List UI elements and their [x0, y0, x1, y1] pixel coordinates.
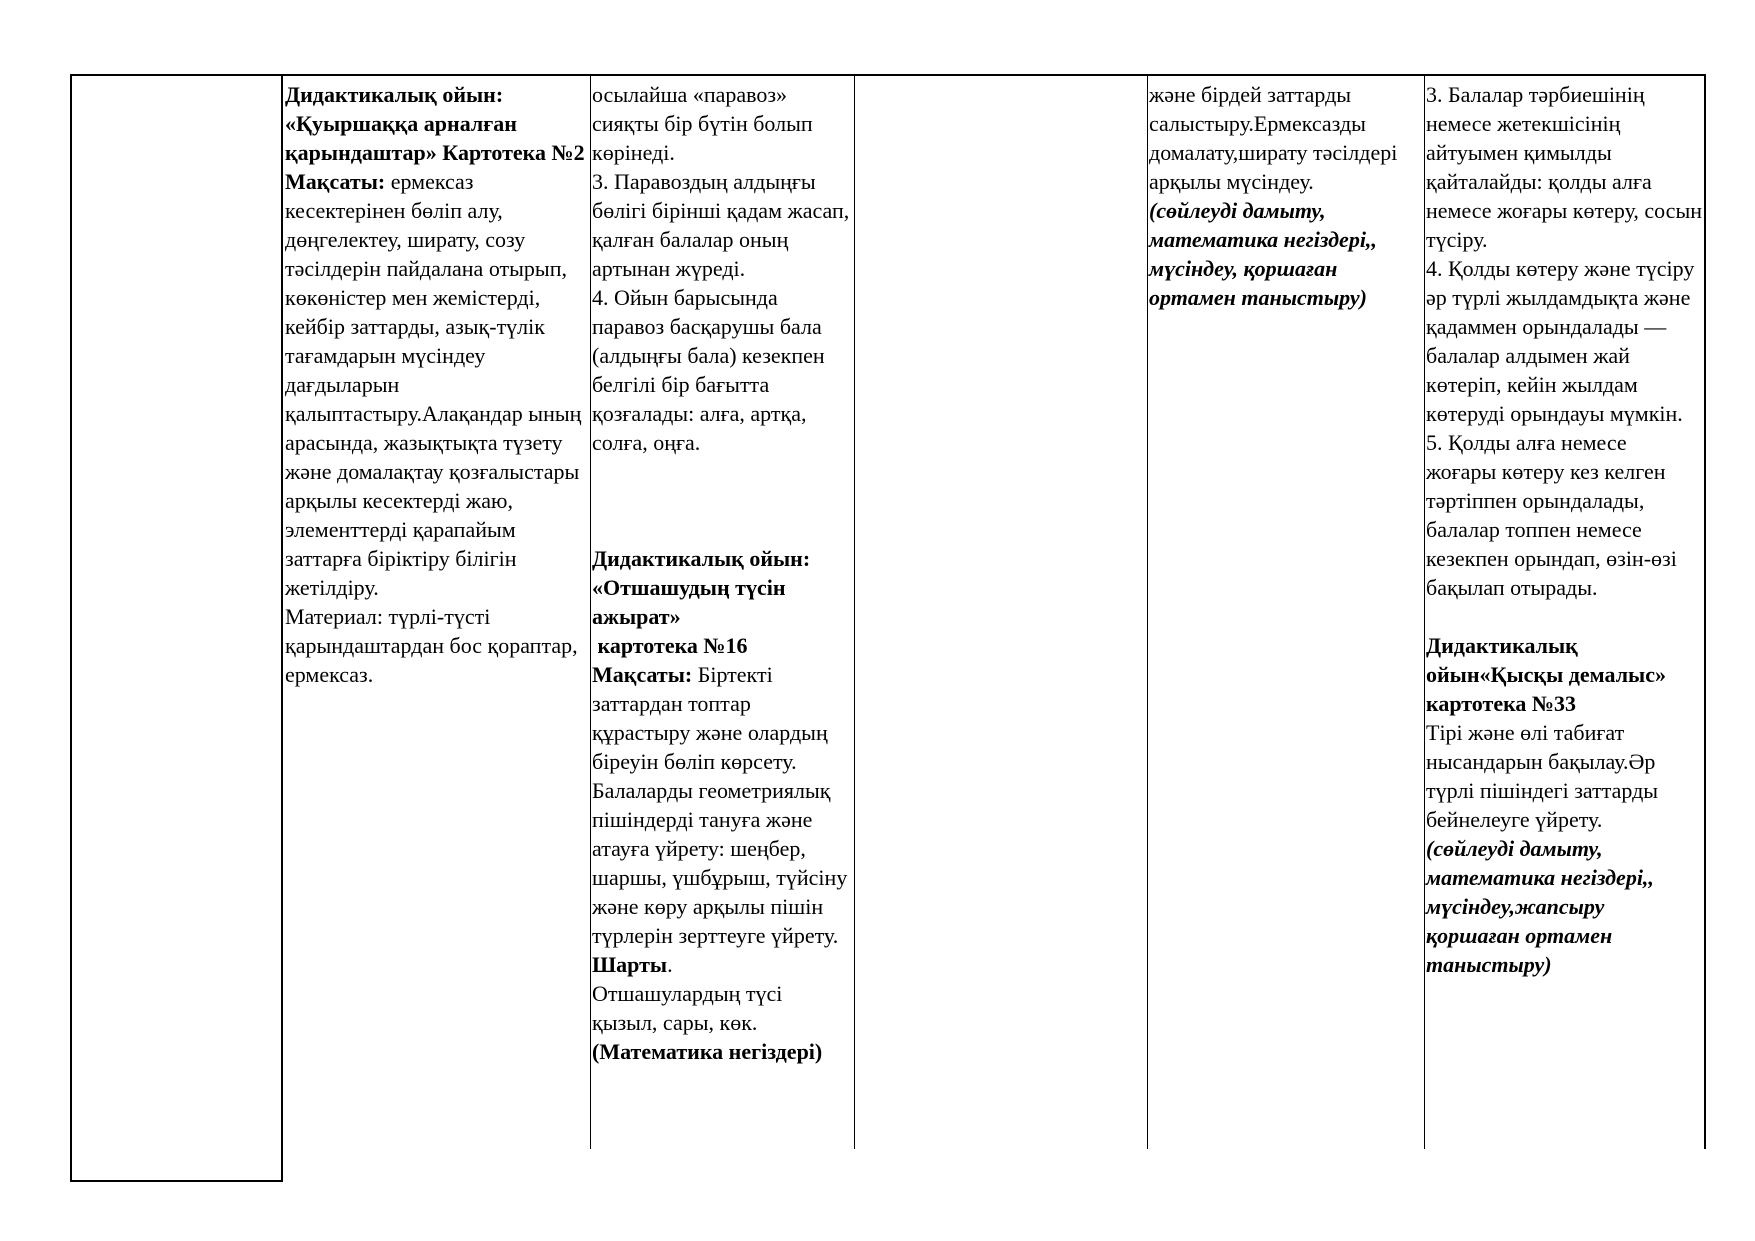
- col1-right-border: [281, 74, 283, 1182]
- subjects-text: (Математика негіздері): [592, 1039, 823, 1064]
- paragraph-5: 5. Қолды алға немесе жоғары көтеру кез келген тәртіппен орындалады, балалар топпен немесе кезекпен орындап, өзін-өзі бақылап отырады.: [1426, 430, 1677, 600]
- body-text: Тірі және өлі табиғат нысандарын бақылау.Әр түрлі пішіндегі заттарды бейнелеуге үйрету.: [1426, 720, 1659, 832]
- card-number: картотека №16: [592, 633, 748, 658]
- goal-label: Мақсаты:: [592, 662, 693, 687]
- body-text: және бірдей заттарды салыстыру.Ермексазды домалату,ширату тәсілдері арқылы мүсіндеу.: [1149, 82, 1398, 194]
- rules-dot: .: [667, 952, 673, 977]
- table-cell-col6: [1426, 80, 1702, 979]
- col5-right-border: [1424, 74, 1425, 1149]
- subjects-text: (сөйлеуді дамыту, математика негіздері,, мүсіндеу,жапсыру қоршаған ортамен таныстыру): [1426, 836, 1654, 977]
- subjects-text: (сөйлеуді дамыту, математика негіздері,, мүсіндеу, қоршаған ортамен таныстыру): [1149, 198, 1377, 310]
- table-right-border: [1704, 74, 1706, 1149]
- col4-right-border: [1147, 74, 1148, 1149]
- table-bottom-border-col1: [70, 1180, 283, 1182]
- table-left-border: [70, 74, 72, 1182]
- spacer: [592, 486, 852, 515]
- spacer: [592, 457, 852, 486]
- goal-text: ермексаз кесектерінен бөліп алу, дөңгелектеу, ширату, созу тәсілдерін пайдалана отырып, көкөністер мен жемістерді, кейбір заттарды, азық-түлік тағамдарын мүсіндеу дағдыларын қалыптастыру.Алақандар ының арасында, жазықтықта түзету және домалақтау қозғалыстары арқылы кесектерді жаю, элементтерді қарапайым заттарға біріктіру білігін жетілдіру.: [285, 169, 582, 600]
- paragraph-3: 4. Ойын барысында паравоз басқарушы бала (алдыңғы бала) кезекпен белгілі бір бағытта қозғалады: алға, артқа, солға, оңға.: [592, 285, 825, 455]
- paragraph-2: 3. Паравоздың алдыңғы бөлігі бірінші қадам жасап, қалған балалар оның артынан жүреді.: [592, 169, 850, 281]
- col2-right-border: [590, 74, 591, 1149]
- goal-paragraph: [592, 660, 852, 950]
- rules-text: Отшашулардың түсі қызыл, сары, көк.: [592, 981, 783, 1035]
- spacer: [592, 515, 852, 544]
- rules-label: Шарты: [592, 952, 668, 977]
- paragraph-4: 4. Қолды көтеру және түсіру әр түрлі жылдамдықта және қадаммен орындалады — балалар алдымен жай көтеріп, кейін жылдам көтеруді орындауы мүмкін.: [1426, 256, 1695, 426]
- game-title: Дидактикалық ойын: «Қуыршаққа арналған қарындаштар» Картотека №2: [285, 82, 585, 165]
- table-cell-col5: [1149, 80, 1421, 312]
- rules-heading: [592, 950, 852, 979]
- goal-label: Мақсаты:: [285, 169, 386, 194]
- game-title: Дидактикалық ойын: «Отшашудың түсін ажырат»: [592, 546, 811, 629]
- col3-right-border: [854, 74, 855, 1149]
- spacer: [1426, 602, 1702, 631]
- goal-text: Біртекті заттардан топтар құрастыру және олардың біреуін бөліп көрсету. Балаларды геометриялық пішіндерді тануға және атауға үйрету: шеңбер, шаршы, үшбұрыш, түйсіну және көру арқылы пішін түрлерін зерттеуге үйрету.: [592, 662, 848, 948]
- material-text: Материал: түрлі-түсті қарындаштардан бос қораптар, ермексаз.: [285, 604, 578, 687]
- table-top-border: [70, 74, 1706, 76]
- paragraph-3: 3. Балалар тәрбиешінің немесе жетекшісінің айтуымен қимылды қайталайды: қолды алға немесе жоғары көтеру, сосын түсіру.: [1426, 82, 1702, 252]
- table-cell-col2: [285, 80, 587, 689]
- table-cell-col3: [592, 80, 852, 1066]
- paragraph-1: осылайша «паравоз» сияқты бір бүтін болып көрінеді.: [592, 82, 813, 165]
- goal-paragraph: [285, 167, 587, 602]
- game-title: Дидактикалық ойын«Қысқы демалыс» картотека №33: [1426, 633, 1666, 716]
